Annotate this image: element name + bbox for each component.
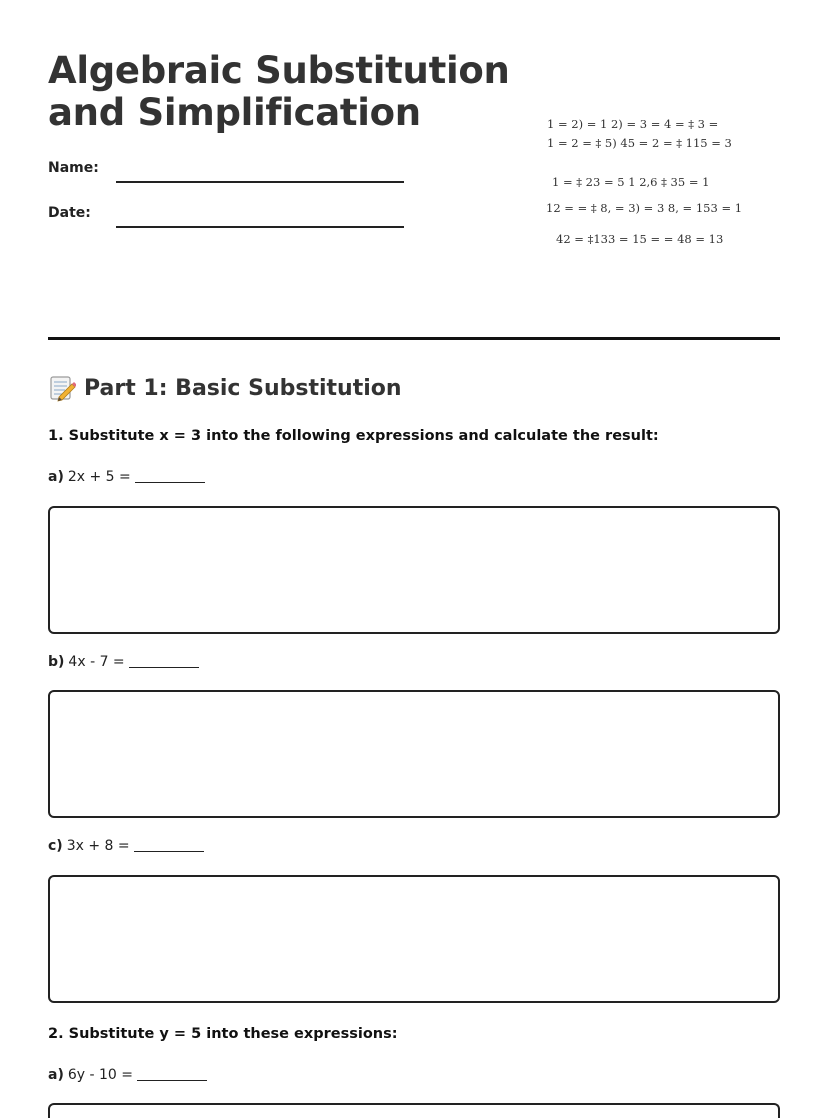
date-field-line[interactable]: [116, 226, 404, 228]
answer-box-1b[interactable]: [48, 690, 780, 818]
answer-blank[interactable]: [135, 482, 205, 483]
equation-line: 1 = 2 = ‡ 5) 45 = 2 = ‡ 115 = 3: [547, 136, 732, 150]
date-label: Date:: [48, 205, 91, 221]
question-2-prompt: 2. Substitute y = 5 into these expressions:: [48, 1026, 398, 1042]
answer-box-1c[interactable]: [48, 875, 780, 1003]
answer-blank[interactable]: [137, 1080, 207, 1081]
item-expression: 6y - 10 =: [67, 1067, 133, 1083]
answer-blank[interactable]: [134, 851, 204, 852]
part1-heading: [48, 374, 402, 402]
part1-heading-text: Part 1: Basic Substitution: [84, 375, 402, 401]
question-1b: [48, 654, 199, 670]
item-expression: 2x + 5 =: [67, 469, 131, 485]
item-letter: a): [48, 469, 64, 485]
title-line-1: Algebraic Substitution: [48, 49, 510, 92]
equation-line: 1 = ‡ 23 = 5 1 2,6 ‡ 35 = 1: [552, 175, 710, 189]
section-divider: [48, 337, 780, 340]
question-1c: [48, 838, 204, 854]
answer-box-1a[interactable]: [48, 506, 780, 634]
memo-icon: [48, 374, 76, 402]
answer-box-2a[interactable]: [48, 1103, 780, 1118]
item-letter: c): [48, 838, 63, 854]
item-expression: 3x + 8 =: [66, 838, 130, 854]
equation-line: 12 = = ‡ 8, = 3) = 3 8, = 153 = 1: [546, 201, 743, 215]
item-letter: b): [48, 654, 65, 670]
worksheet-title: [48, 50, 518, 134]
answer-blank[interactable]: [129, 667, 199, 668]
name-field-line[interactable]: [116, 181, 404, 183]
question-1a: [48, 469, 205, 485]
item-expression: 4x - 7 =: [68, 654, 125, 670]
name-label: Name:: [48, 160, 99, 176]
equation-line: 42 = ‡133 = 15 = = 48 = 13: [556, 232, 724, 246]
equation-line: 1 = 2) = 1 2) = 3 = 4 = ‡ 3 =: [547, 117, 719, 131]
question-1-prompt: 1. Substitute x = 3 into the following expressions and calculate the result:: [48, 428, 659, 444]
title-line-2: and Simplification: [48, 91, 421, 134]
equation-collage-image: [530, 112, 770, 254]
question-2a: [48, 1067, 207, 1083]
item-letter: a): [48, 1067, 64, 1083]
